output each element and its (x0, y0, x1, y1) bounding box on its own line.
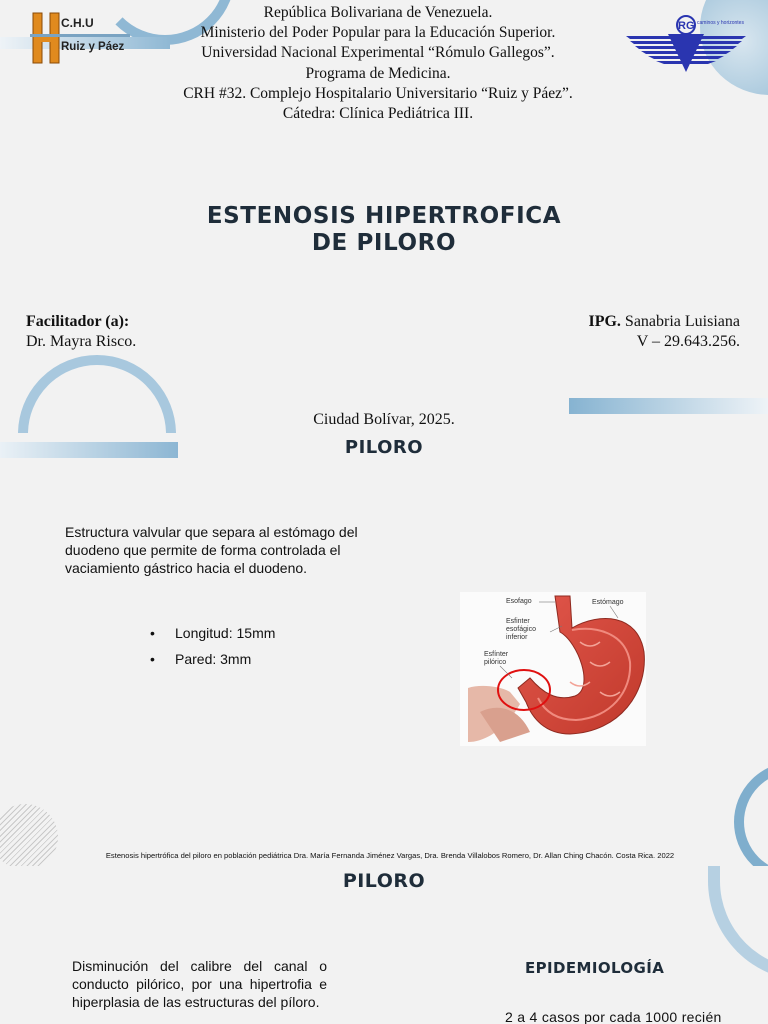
svg-text:Esfinter: Esfinter (506, 618, 530, 625)
pylorus-definition: Estructura valvular que separa al estómago del duodeno que permite de forma controlada el vaciamiento gástrico hacia el duodeno. (65, 524, 358, 576)
measurement-list (150, 620, 275, 672)
facilitator-block (26, 312, 136, 352)
svg-text:C.H.U: C.H.U (61, 16, 94, 30)
header-line: Ministerio del Poder Popular para la Educación Superior. (200, 24, 556, 42)
svg-text:Ruiz y Páez: Ruiz y Páez (61, 41, 125, 53)
pyloric-stenosis-slide (0, 866, 768, 1024)
svg-text:Esfínter: Esfínter (484, 651, 509, 658)
student-id: V – 29.643.256. (636, 333, 740, 350)
stomach-illustration (460, 592, 646, 746)
svg-text:esofágico: esofágico (506, 626, 536, 633)
bibliographic-reference: Estenosis hipertrófica del piloro en población pediátrica Dra. María Fernanda Jiménez Vargas, Dra. Brenda Villalobos Romero, Dr. Allan Ching Chacón. Costa Rica. 2022 (105, 851, 675, 860)
svg-text:inferior: inferior (506, 634, 528, 641)
svg-text:caminos y horizontes: caminos y horizontes (697, 20, 744, 26)
epidemiology-text: 2 a 4 casos por cada 1000 recién (505, 1009, 722, 1024)
list-item: • Pared: 3mm (150, 646, 275, 672)
header-line: CRH #32. Complejo Hospitalario Universitario “Ruiz y Páez”. (183, 84, 573, 102)
header-line: Cátedra: Clínica Pediátrica III. (282, 105, 474, 123)
title-slide (0, 0, 768, 432)
slide-title: PILORO (342, 870, 426, 892)
header-line: Universidad Nacional Experimental “Rómulo Gallegos”. (201, 44, 555, 62)
chu-ruiz-paez-logo (30, 10, 135, 66)
svg-text:Estómago: Estómago (592, 599, 624, 606)
student-name: Sanabria Luisiana (620, 313, 740, 330)
header-line: Programa de Medicina. (305, 64, 451, 82)
header-line: República Bolivariana de Venezuela. (263, 4, 493, 21)
svg-text:pilórico: pilórico (484, 659, 507, 666)
pylorus-anatomy-slide (0, 432, 768, 866)
svg-text:RG: RG (678, 20, 695, 32)
city-date: Ciudad Bolívar, 2025. (313, 411, 455, 428)
university-sun-logo (624, 12, 748, 72)
stenosis-definition: Disminución del calibre del canal o conducto pilórico, por una hipertrofia e hiperplasia de las estructuras del píloro. (72, 958, 327, 1010)
student-block (588, 312, 740, 352)
list-item: • Longitud: 15mm (150, 620, 275, 646)
facilitator-label: Facilitador (a): (26, 313, 130, 330)
student-prefix: IPG. (588, 313, 621, 330)
facilitator-name: Dr. Mayra Risco. (26, 333, 137, 350)
slide-title: PILORO (344, 437, 424, 458)
svg-text:Esofago: Esofago (506, 598, 532, 605)
epidemiology-heading: EPIDEMIOLOGÍA (525, 959, 665, 977)
presentation-title: ESTENOSIS HIPERTROFICA DE PILORO (206, 203, 562, 256)
institution-header (130, 3, 626, 124)
